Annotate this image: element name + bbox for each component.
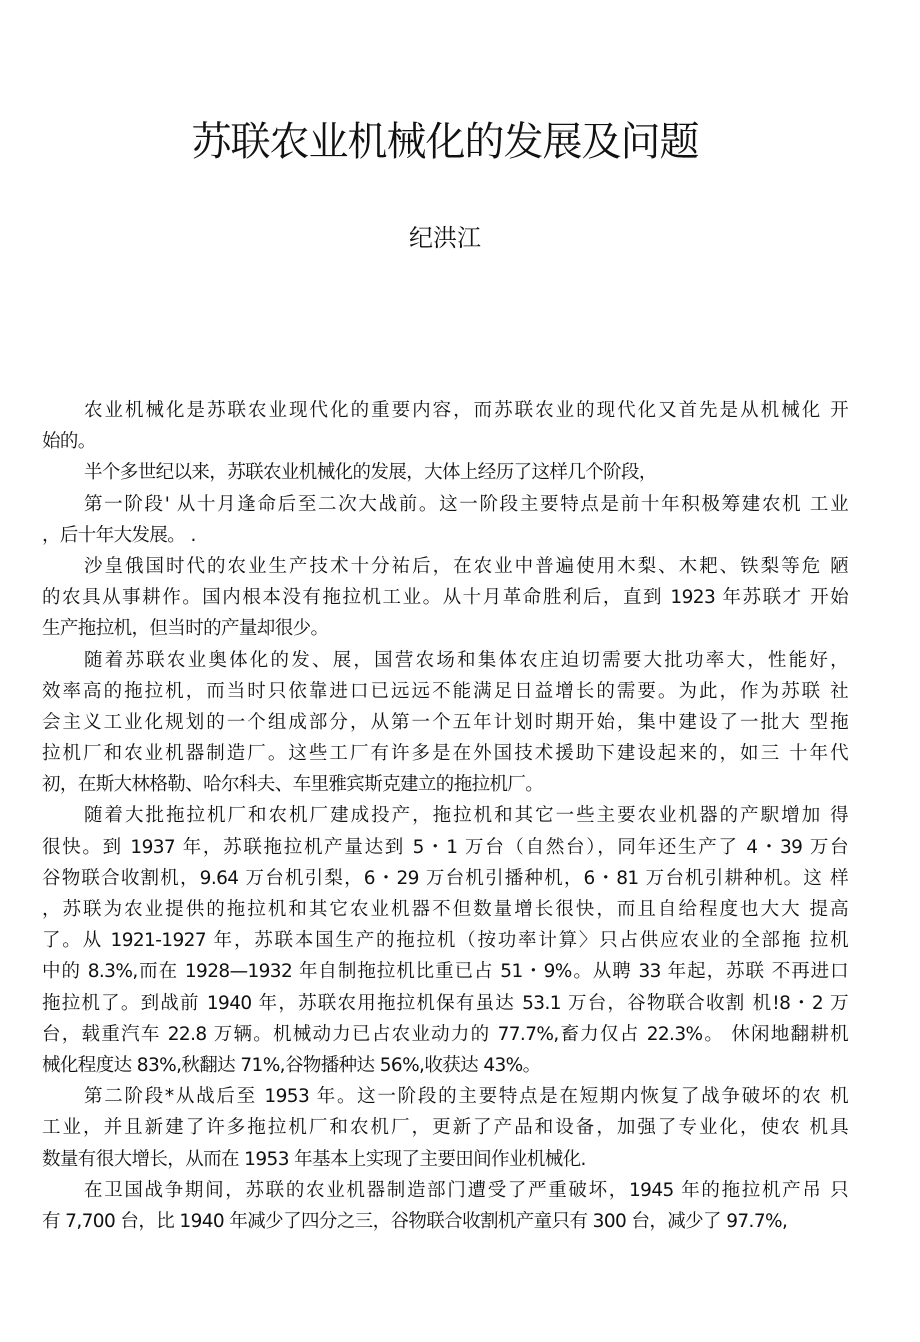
text-line: 了。从 1921-1927 年，苏联本国生产的拖拉机（按功率计算〉只占供应农业的全部拖 拉机 [42, 930, 848, 952]
text-line: 第二阶段*从战后至 1953 年。这一阶段的主要特点是在短期内恢复了战争破坏的农 机 [84, 1086, 848, 1108]
text-line: ，后十年大发展。 . [42, 524, 196, 546]
paragraph [42, 1175, 848, 1237]
text-line: 中的 8.3%,而在 1928—1932 年自制拖拉机比重已占 51・9%。从聘 33 年起，苏联 不再进口 [42, 961, 848, 983]
text-line: 农业机械化是苏联农业现代化的重要内容，而苏联农业的现代化又首先是从机械化 开 [84, 400, 848, 421]
document-body [42, 395, 848, 1237]
paragraph [42, 489, 848, 551]
paragraph [42, 1081, 848, 1175]
text-line: 效率高的拖拉机，而当时只依靠进口已远远不能满足日益增长的需要。为此，作为苏联 社 [42, 680, 848, 702]
text-line: 半个多世纪以来，苏联农业机械化的发展，大体上经历了这样几个阶段， [84, 462, 657, 484]
text-line: 的农具从事耕作。国内根本没有拖拉机工业。从十月革命胜利后，直到 1923 年苏联才 开始 [42, 587, 848, 609]
text-line: 数量有很大增长，从而在 1953 年基本上实现了主要田间作业机械化. [42, 1148, 586, 1170]
document-title: 苏联农业机械化的发展及问题 [191, 119, 699, 165]
text-line: 生产拖拉机，但当时的产量却很少。 [42, 618, 329, 640]
text-line: 随着大批拖拉机厂和农机厂建成投产，拖拉机和其它一些主要农业机器的产駅增加 得 [84, 805, 848, 827]
text-line: 械化程度达 83%,秋翻达 71%,谷物播种达 56%,收获达 43%。 [42, 1054, 541, 1076]
text-line: 很快。到 1937 年，苏联拖拉机产量达到 5・1 万台（自然台），同年还生产了 4・39 万台 [42, 836, 848, 858]
text-line: 在卫国战争期间，苏联的农业机器制造部门遭受了严重破坏，1945 年的拖拉机产吊 只 [84, 1179, 848, 1201]
text-line: 谷物联合收割机，9.64 万台机引梨，6・29 万台机引播种机，6・81 万台机引耕种机。这 样 [42, 867, 848, 889]
text-line: 台，载重汽车 22.8 万辆。机械动力已占农业动力的 77.7%,畜力仅占 22.3%。 休闲地翻耕机 [42, 1023, 848, 1045]
paragraph [42, 645, 848, 801]
text-line: 始的。 [42, 431, 96, 453]
text-line: 会主义工业化规划的一个组成部分，从第一个五年计划时期开始，集中建设了一批大 型拖 [42, 711, 848, 733]
text-line: 有 7,700 台，比 1940 年减少了四分之三，谷物联合收割机产童只有 300 台，减少了 97.7%, [42, 1210, 788, 1232]
paragraph [42, 800, 848, 1081]
paragraph [42, 395, 848, 457]
text-line: 拖拉机了。到战前 1940 年，苏联农用拖拉机保有虽达 53.1 万台，谷物联合收割 机!8・2 万 [42, 992, 848, 1014]
document-author: 纪洪江 [409, 224, 481, 252]
text-line: ，苏联为农业提供的拖拉机和其它农业机器不但数量增长很快，而且自给程度也大大 提高 [42, 899, 848, 920]
paragraph [42, 551, 848, 645]
text-line: 沙皇俄国时代的农业生产技术十分祐后，在农业中普遍使用木梨、木耙、铁梨等危 陋 [84, 555, 848, 577]
text-line: 随着苏联农业奥体化的发、展，国营农场和集体农庄迫切需要大批功率大，性能好， [84, 649, 848, 671]
text-line: 拉机厂和农业机器制造厂。这些工厂有许多是在外国技术援助下建设起来的，如三 十年代 [42, 743, 848, 765]
paragraph [42, 457, 848, 488]
text-line: 第一阶段' 从十月逢命后至二次大战前。这一阶段主要特点是前十年积极筹建农机 工业 [84, 493, 848, 515]
text-line: 初，在斯大林格勒、哈尔科夫、车里雅宾斯克建立的拖拉机厂。 [42, 774, 544, 796]
text-line: 工业，并且新建了许多拖拉机厂和农机厂，更新了产品和设备，加强了专业化，使农 机具 [42, 1117, 848, 1139]
